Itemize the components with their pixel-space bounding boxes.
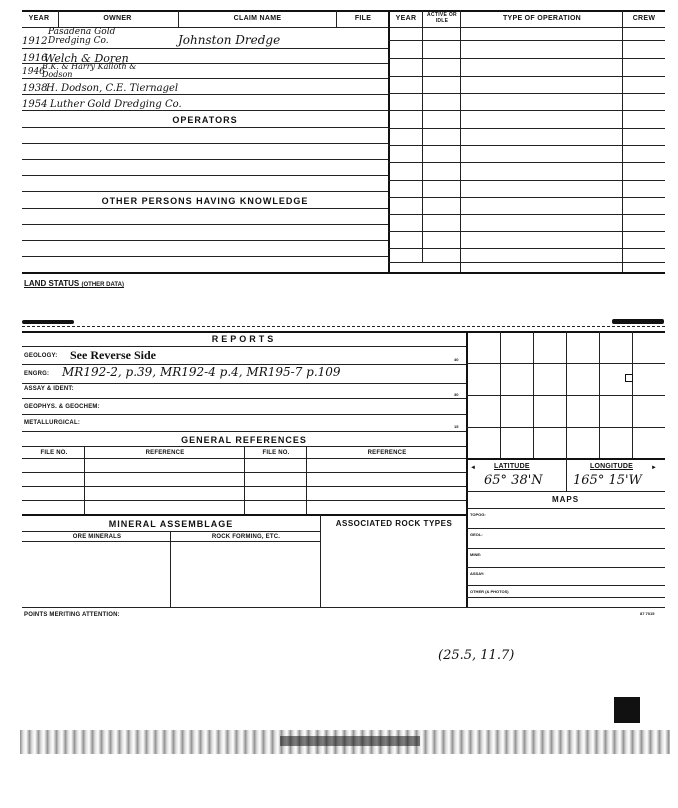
coordinates-note: (25.5, 11.7) xyxy=(438,648,515,663)
row-line xyxy=(466,585,665,586)
land-status-title: LAND STATUS xyxy=(24,279,80,288)
row-line xyxy=(22,127,388,128)
row-line xyxy=(388,180,665,181)
map-row-other: OTHER (& PHOTOS) xyxy=(470,589,509,594)
map-row-mine: MINE: xyxy=(470,552,482,557)
divider xyxy=(622,10,623,272)
row-line xyxy=(22,224,388,225)
row-line xyxy=(388,262,665,263)
owner-year-3: 1946 xyxy=(22,67,45,77)
row-line xyxy=(466,528,665,529)
dashed-line xyxy=(22,326,665,327)
row-line xyxy=(466,491,665,492)
col-header-crew: CREW xyxy=(632,15,656,22)
row-line xyxy=(466,567,665,568)
col-header-year: YEAR xyxy=(28,15,50,22)
lat-arrow-icon: ◄ xyxy=(470,465,476,471)
row-line xyxy=(22,383,466,384)
maps-title: MAPS xyxy=(551,495,580,504)
divider xyxy=(84,446,85,514)
row-line xyxy=(22,514,466,516)
longitude-label: LONGITUDE xyxy=(590,463,634,470)
row-line xyxy=(388,231,665,232)
divider xyxy=(244,446,245,514)
col-header-claim-name: CLAIM NAME xyxy=(233,15,282,22)
reports-top-line xyxy=(22,331,665,333)
margin-number-30: 30 xyxy=(454,392,459,397)
row-line xyxy=(388,40,665,41)
row-line xyxy=(388,76,665,77)
owner-year-4: 1938 xyxy=(22,83,48,94)
assay-label: ASSAY & IDENT: xyxy=(24,386,74,392)
row-line xyxy=(388,197,665,198)
row-line xyxy=(22,175,388,176)
margin-number-15: 15 xyxy=(454,424,459,429)
divider xyxy=(422,10,423,262)
operators-title: OPERATORS xyxy=(172,115,238,125)
map-row-topog: TOPOG: xyxy=(470,512,486,517)
mineral-assemblage-title: MINERAL ASSEMBLAGE xyxy=(108,519,234,529)
latitude-label: LATITUDE xyxy=(494,463,530,470)
row-line xyxy=(388,248,665,249)
land-status-label xyxy=(24,279,124,288)
row-line xyxy=(466,597,665,598)
map-row-assay: ASSAY: xyxy=(470,571,485,576)
row-line xyxy=(388,145,665,146)
map-row-geol: GEOL: xyxy=(470,532,483,537)
divider xyxy=(336,10,337,27)
row-line xyxy=(388,110,665,111)
row-line xyxy=(22,208,388,209)
section-bottom-line xyxy=(22,272,665,274)
divider xyxy=(58,10,59,27)
points-label: POINTS MERITING ATTENTION: xyxy=(24,612,120,618)
row-line xyxy=(22,256,388,257)
grid-line xyxy=(466,363,665,364)
row-line xyxy=(22,531,320,532)
col-file-no-1: FILE NO. xyxy=(40,450,68,456)
ore-minerals-label: ORE MINERALS xyxy=(72,534,122,540)
owner-name-1: Pasadena Gold Dredging Co. xyxy=(48,27,116,46)
latitude-value: 65° 38'N xyxy=(484,473,543,488)
row-line xyxy=(22,48,388,49)
other-persons-title: OTHER PERSONS HAVING KNOWLEDGE xyxy=(101,196,309,206)
col-header-file: FILE xyxy=(354,15,372,22)
geology-value: See Reverse Side xyxy=(70,348,156,362)
grid-line xyxy=(466,395,665,396)
row-line xyxy=(22,398,466,399)
row-line xyxy=(22,346,466,347)
divider xyxy=(320,514,321,607)
col-header-owner: OWNER xyxy=(103,15,132,22)
row-line xyxy=(22,159,388,160)
margin-number-40: 40 xyxy=(454,357,459,362)
location-marker xyxy=(625,374,633,382)
col-reference-2: REFERENCE xyxy=(367,450,407,456)
row-line xyxy=(22,240,388,241)
owner-name-2: Welch & Doren xyxy=(44,52,129,65)
owner-name-3: B.K. & Harry Kalloth & Dodson xyxy=(42,62,137,79)
owner-name-4: H. Dodson, C.E. Tiernagel xyxy=(46,83,179,94)
engrg-value: MR192-2, p.39, MR192-4 p.4, MR195-7 p.109 xyxy=(62,365,341,379)
row-line xyxy=(388,93,665,94)
divider xyxy=(460,10,461,272)
row-line xyxy=(22,94,388,95)
engrg-label: ENGRG: xyxy=(24,371,50,377)
grid-line xyxy=(466,427,665,428)
associated-rock-types-label: ASSOCIATED ROCK TYPES xyxy=(335,519,453,528)
longitude-value: 165° 15'W xyxy=(573,473,642,488)
geology-label: GEOLOGY: xyxy=(24,353,58,359)
row-line xyxy=(388,128,665,129)
row-line xyxy=(388,58,665,59)
main-vertical-divider xyxy=(388,10,390,272)
top-border xyxy=(22,10,665,12)
row-line xyxy=(22,143,388,144)
rock-forming-label: ROCK FORMING, ETC. xyxy=(211,534,281,540)
land-status-sub: (OTHER DATA) xyxy=(81,282,124,288)
divider xyxy=(306,446,307,514)
owner-year-1: 1912 xyxy=(22,36,48,47)
col-file-no-2: FILE NO. xyxy=(262,450,290,456)
row-line xyxy=(466,508,665,509)
owner-name-5: Luther Gold Dredging Co. xyxy=(50,99,182,110)
row-line xyxy=(22,607,665,608)
col-reference-1: REFERENCE xyxy=(145,450,185,456)
divider xyxy=(566,458,567,491)
row-line xyxy=(22,110,388,111)
row-line xyxy=(466,548,665,549)
row-line xyxy=(388,214,665,215)
scan-smudge xyxy=(612,319,664,324)
divider xyxy=(178,10,179,27)
general-references-title: GENERAL REFERENCES xyxy=(181,435,307,445)
reports-right-divider xyxy=(466,331,468,607)
row-line xyxy=(22,541,320,542)
metallurgical-label: METALLURGICAL: xyxy=(24,420,81,426)
col-header-year2: YEAR xyxy=(395,15,417,22)
scan-block xyxy=(614,697,640,723)
row-line xyxy=(22,414,466,415)
claim-name: Johnston Dredge xyxy=(178,33,281,47)
lon-arrow-icon: ► xyxy=(651,465,657,471)
row-line xyxy=(22,191,388,192)
form-number: 87 7015 xyxy=(640,611,655,616)
row-line xyxy=(388,162,665,163)
row-line xyxy=(22,431,466,432)
geophys-label: GEOPHYS. & GEOCHEM: xyxy=(24,404,100,410)
owner-year-2: 1916 xyxy=(22,53,48,64)
scan-smudge xyxy=(22,320,74,324)
scan-noise xyxy=(280,736,420,746)
col-header-active-idle: ACTIVE OR IDLE xyxy=(427,12,457,24)
reports-title: REPORTS xyxy=(211,334,277,344)
col-header-type-of-operation: TYPE OF OPERATION xyxy=(502,15,582,22)
owner-year-5: 1954 xyxy=(22,99,48,110)
divider xyxy=(170,531,171,607)
